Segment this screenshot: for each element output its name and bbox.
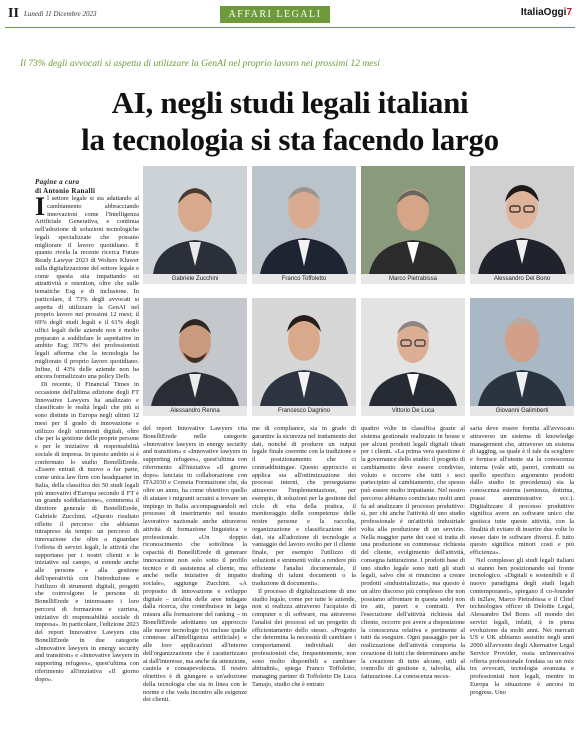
paragraph: del report Innovative Lawyers cita BonelliErede nelle categorie «Innovative lawyers in energy security and transition» e «Innovative lawyers in supporting refugees», quest'ultima con riferimento all'iniziativa «Il giorno dopo» lanciata in collaborazione con ITA2030 e Cometa Formazione che, da oltre un anno, ha come obiettivo quello di aiutare i migranti ucraini a trovare un impiego in Italia accompagnandoli nel processo di inserimento nel tessuto lavorativo nazionale anche attraverso attività di formazione linguistica e professionale. «Un doppio riconoscimento che sottolinea la capacità di BonelliErede di generare innovazione non solo sotto il profilo tecnico e di assistenza al cliente, ma anche nelle iniziative di impatto sociale», aggiunge Zucchini. «A proposito di innovazione e sviluppo digitale – un'altra delle aree indagate dalla ricerca, che contribuisce in larga misura alla formazione del ranking – in BonelliErede adottiamo un approccio alle nuove tecnologie (vi incluse quelle connesse all'intelligenza artificiale) e alle loro applicazioni all'interno dell'organizzazione che è caratterizzato ai dall'interesse, ma anche da attenzione, cautela e consapevolezza. Il nostro obiettivo è di giungere a un'adozione della tecnologia che sia in linea con le norme e che vada incontro alle esigenze dei clienti. bbox=[143, 425, 247, 704]
page-header bbox=[0, 0, 580, 34]
paragraph: quattro volte in classifica grazie al sistema gestionale realizzato in house e per alcuni prodotti legali digitali ideati per i clienti. «La prima vera questione è la governance dello studio: il progetto di cambiamento deve essere condiviso, voluto e occorre che tutti i soci partecipino al cambiamento, che spesso può essere molto impattante. Nel nostro percorso abbiamo cominciato molti anni fa ad analizzare il processo produttivo: sì, per chi anche l'attività di uno studio professionale è un'attività industriale volta alla produzione di un servizio. Nella maggior parte dei casi si tratta di una produzione su commessa: richiesta del cliente, svolgimento dell'attività, consegna fatturazione. I prodotti base di uno studio legale sono tutti gli studi legali, salvo che si rinuncino a creare prodotti «industrializzati», ma questo è un altro discorso più complesso che non possiamo affrontare in questa sede) non tre atti, pareri e contratti. Per l'esecuzione dell'attività richiesta dal cliente, occorre poi avere a disposizione la conoscenza relativa e pertinente al tutti da eseguire. Ogni passaggio per la realizzazione dell'attività comporta la creazione di tutti che determinano anche la creazione di tutto alcune, utili al controllo di gestione e, talvolta, alla fatturazione. La conoscenza neces- bbox=[361, 425, 465, 680]
article-column-2 bbox=[143, 425, 247, 743]
portrait-photo bbox=[252, 298, 356, 416]
paragraph-text: l settore legale si sta adattando al cambiamento abbracciando innovazioni come l'Intelligenza Artificiale Generativa, e continua nell'adozione di soluzioni tecnologiche legali specializzate che possano migliorare il lavoro quotidiano. È quanto rivela la recente ricerca Future Ready Lawyer 2023 di Wolters Kluwer sulla digitalizzazione del settore legale e come questa stia impattando su attrattività e retention, oltre che sulle tematiche Esg e di inclusione. In particolare, il 73% degli avvocati si aspetta di utilizzare la GenAI nel proprio lavoro nei prossimi 12 mesi; il 69% degli studi legali e il 61% degli uffici legali delle aziende non è molto preparato a soddisfare le aspettative in ambito Esg; l'87% dei professionisti legali afferma che la tecnologia ha migliorato il proprio lavoro quotidiano. Infine, il 43% delle aziende non ha ancora formalizzato una policy DeIb. bbox=[35, 195, 139, 381]
article-column-1 bbox=[35, 195, 139, 740]
article-column-5 bbox=[470, 425, 574, 743]
article-column-4 bbox=[361, 425, 465, 743]
byline-author: di Antonio Ranalli bbox=[35, 187, 96, 195]
photo-caption: Francesco Dagnino bbox=[252, 406, 356, 416]
person-portrait-icon bbox=[361, 166, 465, 274]
brand-number: 7 bbox=[566, 7, 572, 18]
paragraph: me di compliance, sia in grado di garantire la sicurezza nel trattamento dei dati, nonché di produrre un output legale finale coerente con la tradizione e il posizionamento che ci contraddistingue. Questo approccio si applica sia all'ottimizzazione dei processi interni, che perseguiamo attraverso l'implementazione, per esempio, di soluzioni per la gestione del ciclo di vita della pratica, il monitoraggio delle competenze delle nostre persone e la raccolta, organizzazione e classificazione dei dati, sia all'adozione di tecnologie a vantaggio del lavoro svolto per il cliente finale, per esempio l'utilizzo di soluzioni e strumenti volte a rendere più efficiente l'analisi documentale, il drafting di taluni documenti o la traduzione di documenti». bbox=[252, 425, 356, 587]
portrait-photo bbox=[361, 166, 465, 284]
paragraph: Il processo di digitalizzazione di uno studio legale, come per tutte le aziende, non si realizza attraverso l'acquisto di computer e di software, ma attraverso l'analisi dei processi ed un progetto di efficientamento dello stesso. «Progetto che determina la necessità di cambiare i comportamenti individuali dei professionisti che, frequentemente, non sono molto disponibili a cambiare abitudini», spiega Franco Toffoletto, managing partner di Toffoletto De Luca Tamajo, studio che è entrato bbox=[252, 587, 356, 688]
photo-caption: Alessandro Renna bbox=[143, 406, 247, 416]
photo-caption: Franco Toffoletto bbox=[252, 274, 356, 284]
issue-date: Lunedì 11 Dicembre 2023 bbox=[24, 10, 97, 18]
photo-caption: Gabriele Zucchini bbox=[143, 274, 247, 284]
drop-cap: I bbox=[35, 195, 46, 221]
person-portrait-icon bbox=[361, 298, 465, 406]
brand-name: ItaliaOggi bbox=[520, 7, 567, 18]
article-headline bbox=[10, 84, 570, 158]
portrait-photo bbox=[361, 298, 465, 416]
header-divider bbox=[5, 27, 575, 28]
photo-caption: Vittorio De Luca bbox=[361, 406, 465, 416]
portrait-photo bbox=[252, 166, 356, 284]
portrait-photo bbox=[143, 298, 247, 416]
person-portrait-icon bbox=[252, 298, 356, 406]
page-number: II bbox=[8, 6, 19, 21]
paragraph: Di recente, il Financial Times in occasione dell'ultima edizione degli FT Innovative Lawyers ha analizzato e classificato le realtà legali che più si sono distinte in Europa negli ultimi 12 mesi per il grado di innovazione e utilizzo degli strumenti digitali, oltre che per la gestione delle proprie persone e per le iniziative di responsabilità sociale di impresa. In questo ambito si è confermato lo studio BonelliErede. «Essere entrati di nuovo a far parte, come unica law firm con headquarter in Italia, della classifica dei 50 studi legali più innovativi d'Europa secondo il FT è un grande soddisfazione», commenta il direttore generale di BonelliErede, Gabriele Zucchini. «Questo risultato riflette il percorso che abbiamo intrapreso da tempo: un percorso di innovazione che oltre a riguardare l'offerta di servizi legali, le attività che supportano per i nostri clienti e le iniziative sul campo, si estende anche alle persone e alla gestione dell'operatività con l'introduzione e l'utilizzo di strumenti digitali, progetti che coinvolgono le persone di BonelliErede e interessano i loro percorsi di formazione e carriera, iniziative di responsabilità sociale di impresa». In particolare, l'edizione 2023 del report Innovative Lawyers cita BonelliErede in due categorie «Innovative lawyers in energy security and transition» e «Innovative lawyers in supporting refugees», quest'ultima con riferimento all'iniziativa «Il giorno dopo». bbox=[35, 381, 139, 683]
headline-line-2: la tecnologia si sta facendo largo bbox=[81, 122, 499, 157]
portrait-photo bbox=[470, 298, 574, 416]
newspaper-logo bbox=[521, 7, 572, 18]
article-column-3 bbox=[252, 425, 356, 743]
article-kicker: Il 73% degli avvocati si aspetta di utilizzare la GenAI nel proprio lavoro nei prossimi 12 mesi bbox=[20, 58, 380, 69]
person-portrait-icon bbox=[143, 166, 247, 274]
person-portrait-icon bbox=[470, 166, 574, 274]
byline bbox=[35, 178, 135, 196]
paragraph: saria deve essere fornita all'avvocato attraverso un sistema di knowledge management che, attraverso un sistema di tagging, sa quale è il tale da scegliere e fornisce all'utente sia la conoscenza interna (vale atti, pareri, contratti su quello specifico argomento prodotti dallo studio in precedenza) sia la conoscenza esterna (sentenza, dottrina, prassi amministrative ecc.). Digitalizzare il processo produttivo significa avere un software unico che gestisca tutte queste attività, con la finalità di evitare di inserire due volte lo stesso dato in software diversi. È tutto questo significa minori costi e più efficienza». bbox=[470, 425, 574, 556]
headline-line-1: AI, negli studi legali italiani bbox=[111, 85, 469, 120]
photo-caption: Giovanni Galimberti bbox=[470, 406, 574, 416]
photo-caption: Marco Pietrabissa bbox=[361, 274, 465, 284]
photo-grid bbox=[143, 166, 575, 421]
paragraph bbox=[35, 195, 139, 381]
portrait-photo bbox=[470, 166, 574, 284]
photo-caption: Alessandro Del Bono bbox=[470, 274, 574, 284]
byline-label: Pagine a cura bbox=[35, 178, 80, 186]
person-portrait-icon bbox=[143, 298, 247, 406]
section-label: AFFARI LEGALI bbox=[220, 6, 330, 23]
person-portrait-icon bbox=[252, 166, 356, 274]
portrait-photo bbox=[143, 166, 247, 284]
person-portrait-icon bbox=[470, 298, 574, 406]
paragraph: Nel complesso gli studi legali italiani si stanno ben posizionando sul fronte tecnologico. «Digitali e sostenibili e il nuovo paradigma degli studi legali contemporanei», spiegano il co-founder di in2law, Marco Pietrabissa e il Chief technologies officer di Deloitte Legal, Alessandro Del Bono. «Il mondo dei servizi legali, infatti, è in piena evoluzione da molti anni. Nei mercati US e UK abbiamo assistito negli anni 2000 all'avvento degli Alternative Legal Service Provider, ossia un'innovativa offerta professionale fondata su un mix tra avvocati, tecnologia avanzata e professionisti non legali, mentre in Europa la situazione è ancora in progress. Uno bbox=[470, 556, 574, 696]
